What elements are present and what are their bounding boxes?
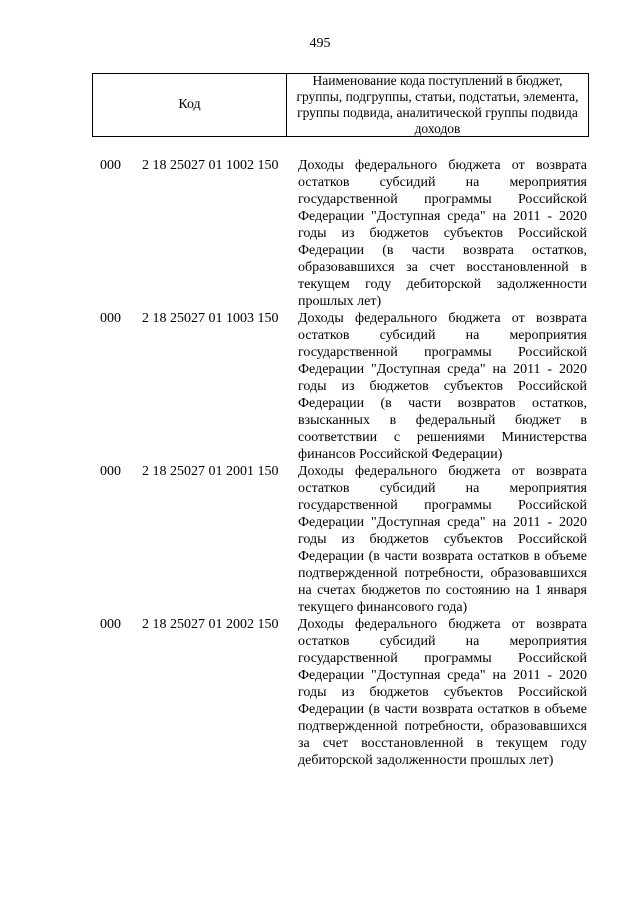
row-description: Доходы федерального бюджета от возврата остатков субсидий на мероприятия государственной программы Российской Федерации "Доступная среда" на 2011 - 2020 годы из бюджетов субъектов Российской Федерации (в части возврата остатков в объеме подтвержденной потребности, образовавшихся за счет восстановленной в текущем году дебиторской задолженности прошлых лет): [298, 617, 587, 768]
table-row: [100, 463, 590, 616]
page-number: 495: [309, 36, 331, 51]
row-description: Доходы федерального бюджета от возврата остатков субсидий на мероприятия государственной программы Российской Федерации "Доступная среда" на 2011 - 2020 годы из бюджетов субъектов Российской Федерации (в части возвратов остатков, взысканных в федеральный бюджет в соответствии с решениями Министерства финансов Российской Федерации): [298, 311, 587, 462]
header-name-label: Наименование кода поступлений в бюджет, группы, подгруппы, статьи, подстатьи, элемента, группы подвида, аналитической группы подвида доходов: [296, 73, 579, 136]
row-admin-code: 000: [100, 158, 121, 173]
table-body: [100, 157, 590, 769]
row-admin-code: 000: [100, 464, 121, 479]
row-revenue-code: 2 18 25027 01 2002 150: [142, 617, 279, 632]
row-description: Доходы федерального бюджета от возврата остатков субсидий на мероприятия государственной программы Российской Федерации "Доступная среда" на 2011 - 2020 годы из бюджетов субъектов Российской Федерации (в части возврата остатков в объеме подтвержденной потребности, образовавшихся на счетах бюджетов по состоянию на 1 января текущего финансового года): [298, 464, 587, 615]
row-revenue-code: 2 18 25027 01 2001 150: [142, 464, 279, 479]
row-admin-code: 000: [100, 311, 121, 326]
header-code-label: Код: [93, 74, 287, 136]
table-header: [92, 73, 589, 137]
row-revenue-code: 2 18 25027 01 1002 150: [142, 158, 279, 173]
table-row: [100, 157, 590, 310]
row-admin-code: 000: [100, 617, 121, 632]
row-description: Доходы федерального бюджета от возврата остатков субсидий на мероприятия государственной программы Российской Федерации "Доступная среда" на 2011 - 2020 годы из бюджетов субъектов Российской Федерации (в части возврата остатков, образовавшихся за счет восстановленной в текущем году дебиторской задолженности прошлых лет): [298, 158, 587, 309]
table-row: [100, 310, 590, 463]
table-row: [100, 616, 590, 769]
row-revenue-code: 2 18 25027 01 1003 150: [142, 311, 279, 326]
